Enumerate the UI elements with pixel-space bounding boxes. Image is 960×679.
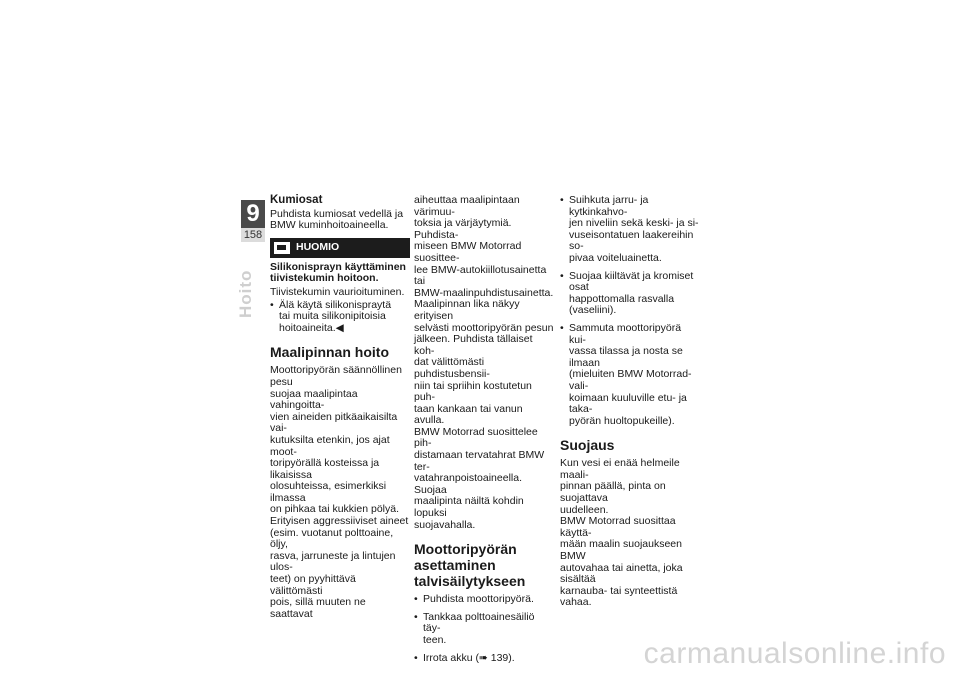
section-side-label: Hoito <box>236 269 255 318</box>
heading-winter-storage: Moottoripyörän asettaminen talvisäilytykseen <box>414 541 526 590</box>
column-2 <box>414 195 554 670</box>
heading-paint-care: Maalipinnan hoito <box>270 344 389 361</box>
warning-bullets <box>270 300 410 335</box>
column-3 <box>560 195 700 613</box>
warning-heading: Silikonisprayn käyttäminen tiivistekumin hoitoon. <box>270 260 406 285</box>
column-1 <box>270 195 410 624</box>
list-item: • Sammuta moottoripyörä kui- vassa tilassa ja nosta se ilmaan (mieluiten BMW Motorrad-vali- koimaan kuuluville etu- ja taka- pyörän huoltopukeille). <box>560 323 700 427</box>
list-item: • Älä käytä silikonispraytä tai muita silikonipitoisia hoitoaineita.◀ <box>270 300 410 335</box>
list-item: • Suojaa kiiltävät ja kromiset osat happottomalla rasvalla (vaseliini). <box>560 271 700 317</box>
paint-care-text-continued: aiheuttaa maalipintaan värimuu- toksia ja värjäytymiä. Puhdista- miseen BMW Motorrad suosittee- lee BMW-autokiillotusainetta tai BMW-maalinpuhdistusainetta. Maalipinnan lika näkyy erityisen selvästi moottoripyörän pesun jälkeen. Puhdista tällaiset koh- dat välittömästi puhdistusbensii- niin tai spriihin kostutetun puh- taan kankaan tai vanun avulla. BMW Motorrad suosittelee pih- distamaan tervatahrat BMW ter- vatahranpoistoaineella. Suojaa maalipinta näiltä kohdin lopuksi suojavahalla. <box>414 194 554 531</box>
heading-protection: Suojaus <box>560 437 615 454</box>
rubber-parts-text: Puhdista kumiosat vedellä ja BMW kuminhoitoaineella. <box>270 207 404 232</box>
protection-text: Kun vesi ei enää helmeile maali- pinnan päällä, pinta on suojattava uudelleen. BMW Motorrad suosittaa käyttä- mään maalin suojaukseen BMW autovahaa tai ainetta, joka sisältää karnauba- tai synteettistä vahaa. <box>560 457 683 609</box>
notice-banner <box>270 238 410 258</box>
heading-rubber-parts: Kumiosat <box>270 194 323 206</box>
notice-label: HUOMIO <box>296 240 340 253</box>
paint-care-text: Moottoripyörän säännöllinen pesu suojaa maalipintaa vahingoitta- vien aineiden pitkäaikaisilta vai- kutuksilta etenkin, jos ajat moot- toripyörällä kosteissa ja likaisissa olosuhteissa, esimerkiksi ilmassa on pihkaa tai kukkien pölyä. Erityisen aggressiiviset aineet (esim. vuotanut polttoaine, öljy, rasva, jarruneste ja lintujen ulos- teet) on pyyhittävä välittömästi pois, sillä muuten ne saattavat <box>270 364 409 620</box>
list-item: • Irrota akku (➠ 139). <box>414 653 554 665</box>
winter-storage-bullets-continued <box>560 195 700 427</box>
page-number: 158 <box>241 228 265 242</box>
winter-storage-bullets <box>414 594 554 664</box>
watermark: carmanualsonline.info <box>643 637 946 670</box>
list-item: • Puhdista moottoripyörä. <box>414 594 554 606</box>
list-item: • Tankkaa polttoainesäiliö täy- teen. <box>414 612 554 647</box>
chapter-number-badge: 9 <box>241 200 265 228</box>
warning-text: Tiivistekumin vaurioituminen. <box>270 285 405 298</box>
warning-sign-icon <box>274 242 290 254</box>
list-item: • Suihkuta jarru- ja kytkinkahvo- jen niveliin sekä keski- ja si- vuseisontatuen laakereihin so- pivaa voiteluainetta. <box>560 195 700 265</box>
